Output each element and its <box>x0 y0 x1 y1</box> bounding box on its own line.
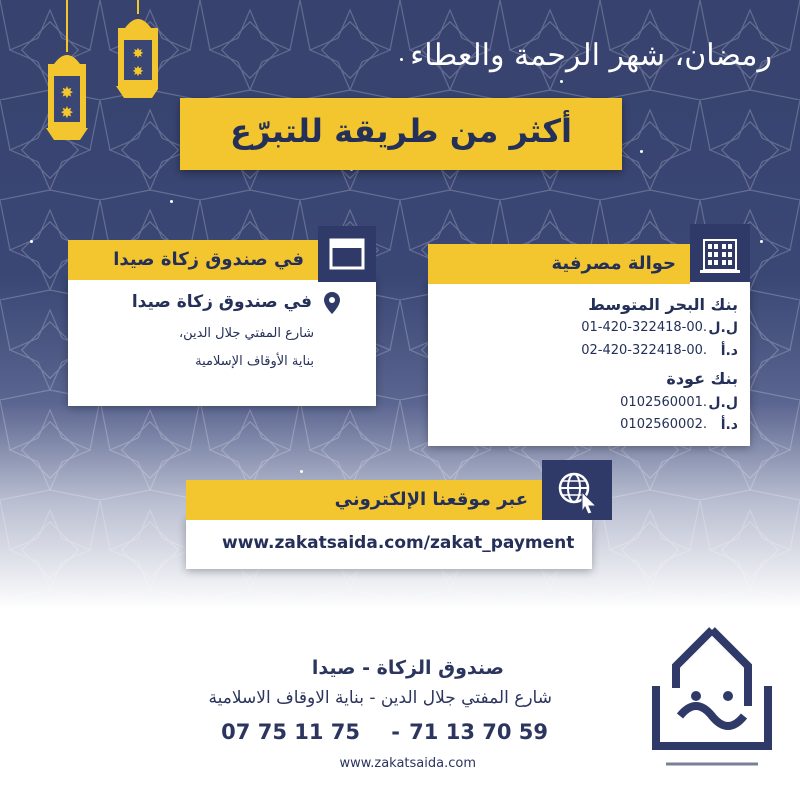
footer-address: شارع المفتي جلال الدين - بناية الاوقاف الاسلامية <box>208 688 552 708</box>
bank1-lbp-label: ل.ل <box>708 320 738 336</box>
bank1-usd-account: 02-420-322418-00. <box>581 343 707 358</box>
bank2-lbp-account: 0102560001. <box>620 395 707 410</box>
globe-cursor-icon <box>542 460 612 520</box>
bank1-lbp-account: 01-420-322418-00. <box>581 320 707 335</box>
bank2-usd-label: د.أ <box>720 417 738 433</box>
bank-icon-box <box>690 224 750 282</box>
bank2-usd-account: 0102560002. <box>620 417 707 432</box>
office-icon-box <box>318 226 376 282</box>
headline: أكثر من طريقة للتبرّع <box>229 112 572 150</box>
svg-text:✸: ✸ <box>132 64 144 80</box>
footer-phone-separator: - <box>391 720 400 744</box>
svg-text:✸: ✸ <box>132 46 144 62</box>
donation-url[interactable]: www.zakatsaida.com/zakat_payment <box>222 533 575 553</box>
office-address-line2: بناية الأوقاف الإسلامية <box>195 354 314 369</box>
bank2-lbp-label: ل.ل <box>708 395 738 411</box>
footer-phone1: 07 75 11 75 <box>221 720 360 744</box>
zakat-logo <box>636 626 788 786</box>
location-pin-icon <box>324 292 340 314</box>
bank-card-header <box>428 244 690 284</box>
web-icon-box <box>542 460 612 520</box>
office-card-header <box>68 240 318 280</box>
web-card-header <box>186 480 542 520</box>
bank1-name: بنك البحر المتوسط <box>588 295 738 314</box>
footer-org-name: صندوق الزكاة - صيدا <box>311 657 504 679</box>
footer-website[interactable]: www.zakatsaida.com <box>339 756 476 771</box>
office-card-header-label: في صندوق زكاة صيدا <box>113 249 304 270</box>
box-icon <box>318 226 376 282</box>
slogan: رمضان، شهر الرحمة والعطاء <box>410 38 772 73</box>
svg-text:✸: ✸ <box>60 83 74 102</box>
svg-text:✸: ✸ <box>60 103 74 122</box>
bank-card-header-label: حوالة مصرفية <box>551 253 676 274</box>
office-title: في صندوق زكاة صيدا <box>131 292 312 312</box>
bank2-name: بنك عودة <box>666 369 738 388</box>
bank1-usd-label: د.أ <box>720 343 738 359</box>
web-card-header-label: عبر موقعنا الإلكتروني <box>334 489 528 510</box>
lantern-icon <box>18 0 158 160</box>
bank-building-icon <box>690 224 750 282</box>
headline-banner <box>180 98 622 170</box>
office-address-line1: شارع المفتي جلال الدين، <box>178 326 314 341</box>
footer-phone2: 71 13 70 59 <box>409 720 548 744</box>
